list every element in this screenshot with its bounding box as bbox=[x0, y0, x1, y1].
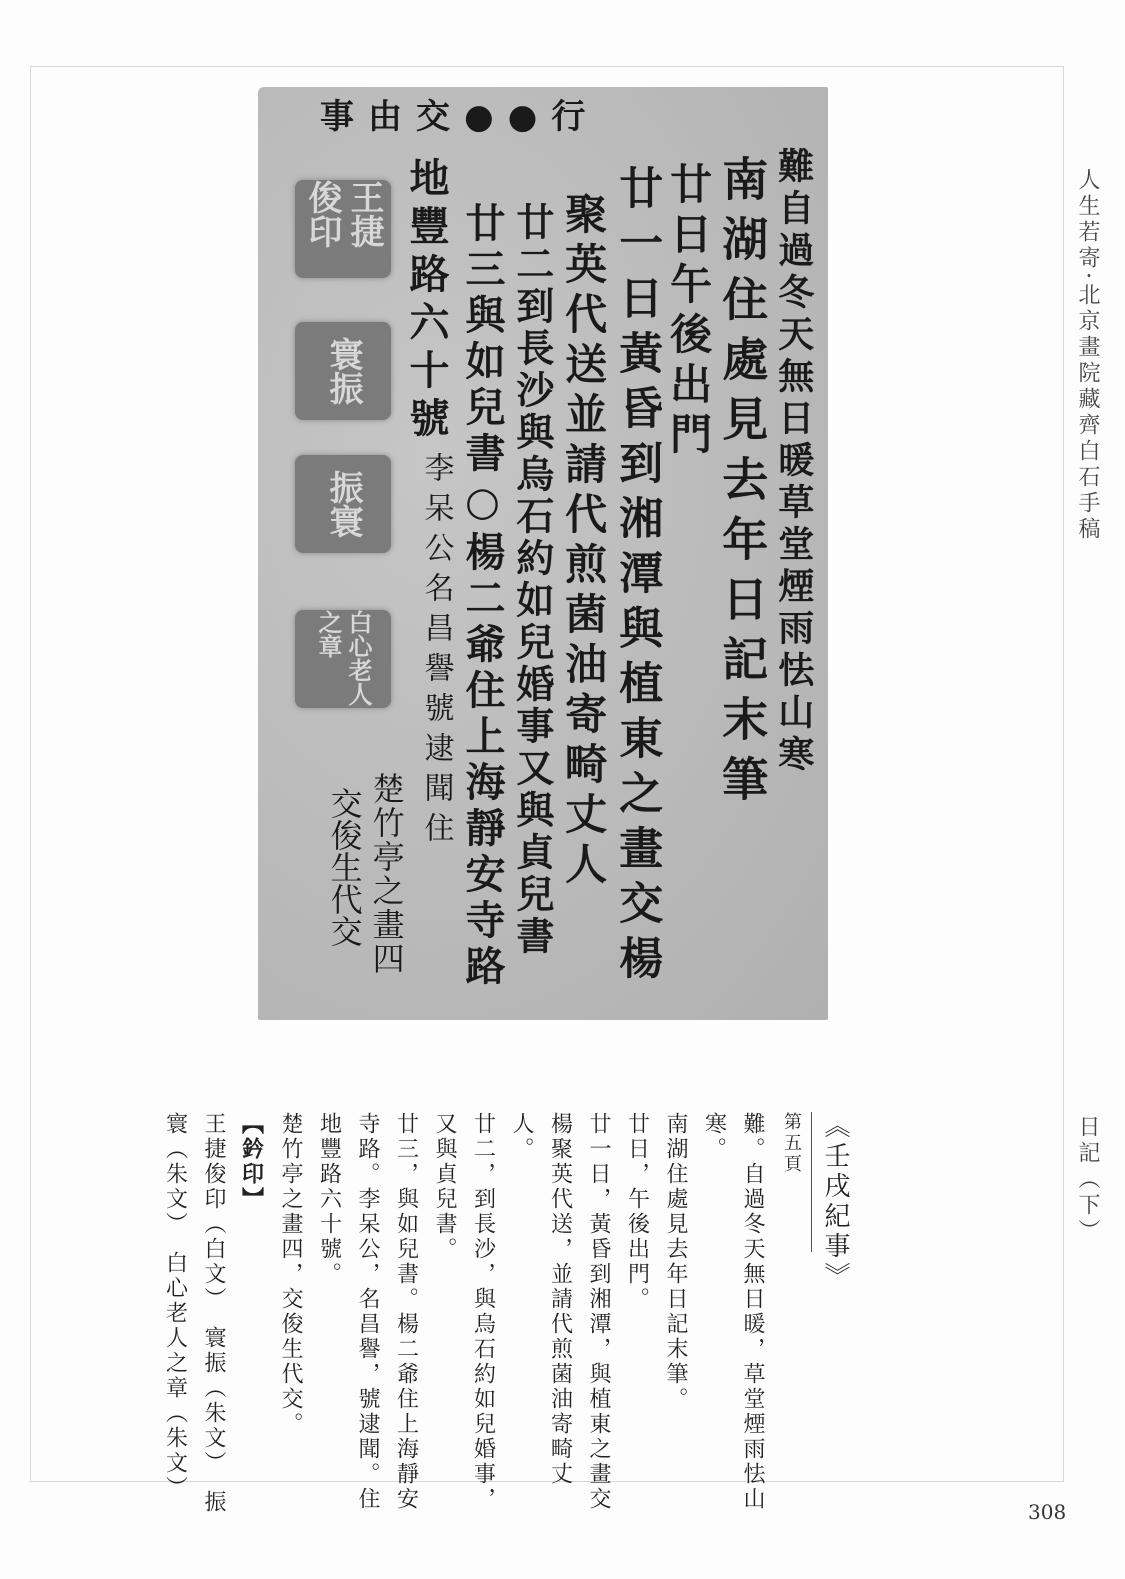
seal-line: 寰（朱文） 白心老人之章（朱文） bbox=[162, 1112, 188, 1501]
seal-huanzhen: 寰振 bbox=[295, 322, 391, 420]
seal-baixin-laoren: 白心老人之章 bbox=[295, 610, 391, 708]
transcription-line: 難。自過冬天無日暖，草堂煙雨怯山 bbox=[740, 1112, 765, 1512]
transcription-line: 廿三，與如兒書。楊二爺住上海靜安 bbox=[393, 1112, 419, 1512]
manuscript-top-line: 行●●交由事 bbox=[320, 97, 600, 137]
seal-zhenhuan: 振寰 bbox=[295, 455, 391, 553]
manuscript-column: 難自過冬天無日暖草堂煙雨怯山寒 bbox=[772, 147, 815, 777]
page-number: 308 bbox=[1028, 1500, 1067, 1524]
manuscript-photo bbox=[258, 87, 828, 1020]
manuscript-column: 廿二到長沙與烏石約如兒婚事又與貞兒書 bbox=[509, 202, 555, 958]
transcription-title: 《壬戌紀事》 bbox=[811, 1112, 858, 1252]
transcription-line: 人。 bbox=[509, 1112, 534, 1162]
transcription-line: 廿二，到長沙，與烏石約如兒婚事， bbox=[470, 1112, 496, 1512]
manuscript-column: 廿日午後出門 bbox=[664, 162, 714, 462]
page-reference: 第五頁 bbox=[781, 1112, 802, 1175]
transcription-line: 廿一日，黃昏到湘潭，與植東之畫交 bbox=[586, 1112, 611, 1512]
transcription bbox=[162, 1112, 858, 1515]
transcription-line: 廿日，午後出門。 bbox=[624, 1112, 650, 1312]
transcription-line: 楚竹亭之畫四，交俊生代交。 bbox=[278, 1112, 303, 1437]
manuscript-column: 楚竹亭之畫四 bbox=[367, 772, 406, 976]
transcription-line: 楊聚英代送，並請代煎菌油寄畸丈 bbox=[547, 1112, 573, 1487]
seal-wang-jiejun: 王捷俊印 bbox=[295, 180, 391, 278]
manuscript-column: 交俊生代交 bbox=[325, 787, 364, 947]
manuscript-column: 聚英代送並請代煎菌油寄畸丈人 bbox=[559, 192, 609, 892]
transcription-line: 南湖住處見去年日記末筆。 bbox=[663, 1112, 688, 1412]
transcription-line: 又與貞兒書。 bbox=[432, 1112, 457, 1262]
transcription-line: 寺路。李呆公，名昌譽，號逮聞。住 bbox=[355, 1112, 380, 1512]
transcription-line: 地豐路六十號。 bbox=[316, 1112, 342, 1287]
seal-heading: 【鈐印】 bbox=[238, 1112, 265, 1212]
manuscript-column: 李呆公名昌譽號逮聞住 bbox=[418, 452, 454, 852]
section-head: 日記（下） bbox=[1075, 1115, 1100, 1245]
manuscript-column: 廿一日黃昏到湘潭與植東之畫交楊 bbox=[611, 165, 663, 990]
manuscript-column: 廿三與如兒書○楊二爺住上海靜安寺路 bbox=[459, 202, 506, 991]
manuscript-column: 地豐路六十號 bbox=[403, 157, 450, 445]
seal-line: 王捷俊印（白文） 寰振（朱文） 振 bbox=[201, 1112, 226, 1515]
running-head: 人生若寄·北京畫院藏齊白石手稿 bbox=[1075, 168, 1100, 543]
manuscript-column: 南湖住處見去年日記末筆 bbox=[715, 155, 770, 815]
transcription-line: 寒。 bbox=[701, 1112, 727, 1162]
